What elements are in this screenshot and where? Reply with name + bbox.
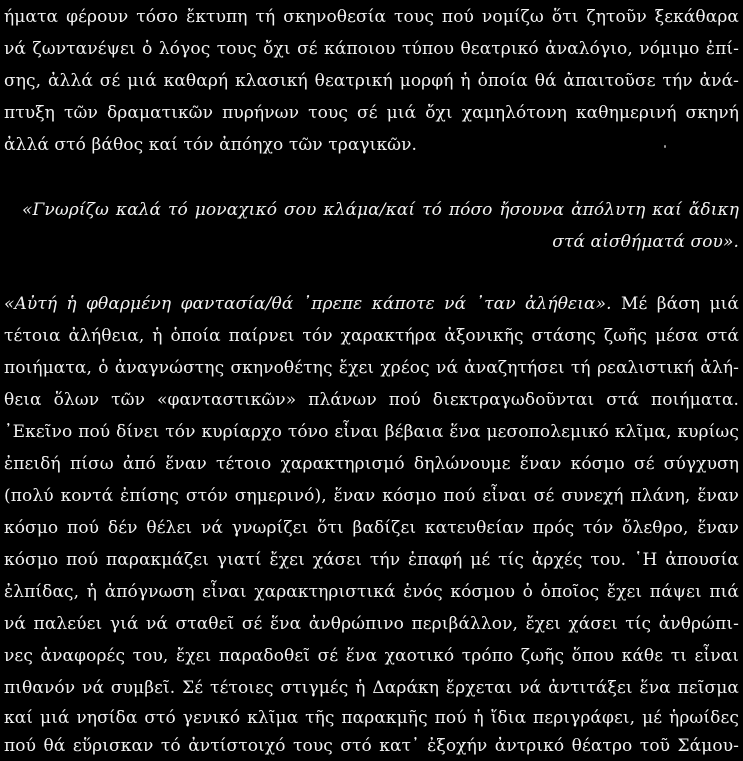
paragraph-2-opening-rest: Μέ βάση μιά: [611, 294, 740, 314]
quote-text-2: στά αἰσθήματά σου».: [552, 232, 739, 252]
paragraph-2-line-14: καί μιά νησίδα στό γενικό κλῖμα τῆς παρακμῆς πού ἡ ἴδια περιγράφει, μέ ἡρωίδες: [4, 708, 739, 728]
paragraph-1-line-1: ήματα φέρουν τόσο ἔκτυπη τή σκηνοθεσία τους πού νομίζω ὅτι ζητοῦν ξεκάθαρα: [4, 7, 739, 27]
paragraph-2-line-13: πιθανόν νά συμβεῖ. Σέ τέτοιες στιγμές ἡ Δαράκη ἔρχεται νά ἀντιτάξει ἕνα πεῖσμα: [4, 678, 739, 698]
paragraph-2-line-1: [4, 289, 739, 319]
paragraph-2-line-15: πού θά εὕρισκαν τό ἀντίστοιχό τους στό κατ᾽ ἐξοχήν ἀντρικό θέατρο τοῦ Σάμου-: [4, 736, 739, 756]
paragraph-2-line-9: κόσμο πού παρακμάζει γιατί ἔχει χάσει τήν ἐπαφή μέ τίς ἀρχές του. ῾Η ἀπουσία: [4, 550, 739, 570]
paragraph-2-line-11: νά παλεύει γιά νά σταθεῖ σέ ἕνα ἀνθρώπινο περιβάλλον, ἔχει χάσει τίς ἀνθρώπι-: [4, 614, 739, 634]
paragraph-2-line-7: (πολύ κοντά ἐπίσης στόν σημερινό), ἕναν κόσμο πού εἶναι σέ συνεχή πλάνη, ἕναν: [4, 486, 739, 506]
paragraph-2-opening-quote: «Αὐτή ἡ φθαρμένη φαντασία/θά ᾽πρεπε κάποτε νά ᾽ταν ἀλήθεια».: [4, 294, 612, 314]
paragraph-2-line-6: ἐπειδή πίσω ἀπό ἕναν τέτοιο χαρακτηρισμό δηλώνουμε ἕναν κόσμο σέ σύγχυση: [4, 454, 739, 474]
paragraph-1-line-2: νά ζωντανέψει ὁ λόγος τους ὄχι σέ κάποιου τύπου θεατρικό ἀναλόγιο, νόμιμο ἐπί-: [4, 39, 739, 59]
paragraph-2-line-2: τέτοια ἀλήθεια, ἡ ὁποία παίρνει τόν χαρακτήρα ἀξονικῆς στάσης ζωῆς μέσα στά: [4, 326, 739, 346]
quote-text-1: «Γνωρίζω καλά τό μοναχικό σου κλάμα/καί τό πόσο ἤσουνα ἀπόλυτη καί ἄδικη: [22, 200, 739, 220]
quote-line-1: [22, 195, 739, 225]
paragraph-1-line-3: σης, ἀλλά σέ μιά καθαρή κλασική θεατρική μορφή ἡ ὁποία θά ἀπαιτοῦσε τήν ἀνά-: [4, 71, 739, 91]
paragraph-2-line-10: ἐλπίδας, ἡ ἀπόγνωση εἶναι χαρακτηριστικά ἑνός κόσμου ὁ ὁποῖος ἔχει πάψει πιά: [4, 582, 739, 602]
paragraph-2-line-3: ποιήματα, ὁ ἀναγνώστης σκηνοθέτης ἔχει χρέος νά ἀναζητήσει τή ρεαλιστική ἀλή-: [4, 358, 739, 378]
paragraph-2-line-5: ᾽Εκεῖνο πού δίνει τόν κυρίαρχο τόνο εἶναι βέβαια ἕνα μεσοπολεμικό κλῖμα, κυρίως: [4, 422, 739, 442]
paragraph-2-line-8: κόσμο πού δέν θέλει νά γνωρίζει ὅτι βαδίζει κατευθείαν πρός τόν ὄλεθρο, ἕναν: [4, 518, 739, 538]
quote-line-2: [4, 227, 739, 257]
paragraph-1-line-5: ἀλλά στό βάθος καί τόν ἀπόηχο τῶν τραγικῶν.: [4, 135, 418, 155]
paragraph-2-line-12: νες ἀναφορές του, ἔχει παραδοθεῖ σέ ἕνα χαοτικό τρόπο ζωῆς ὅπου κάθε τι εἶναι: [4, 646, 739, 666]
paragraph-2-line-4: θεια ὅλων τῶν «φανταστικῶν» πλάνων πού διεκτραγωδοῦνται στά ποιήματα.: [4, 390, 739, 410]
paragraph-1-line-4: πτυξη τῶν δραματικῶν πυρήνων τους σέ μιά ὄχι χαμηλότονη καθημερινή σκηνή: [4, 103, 739, 123]
